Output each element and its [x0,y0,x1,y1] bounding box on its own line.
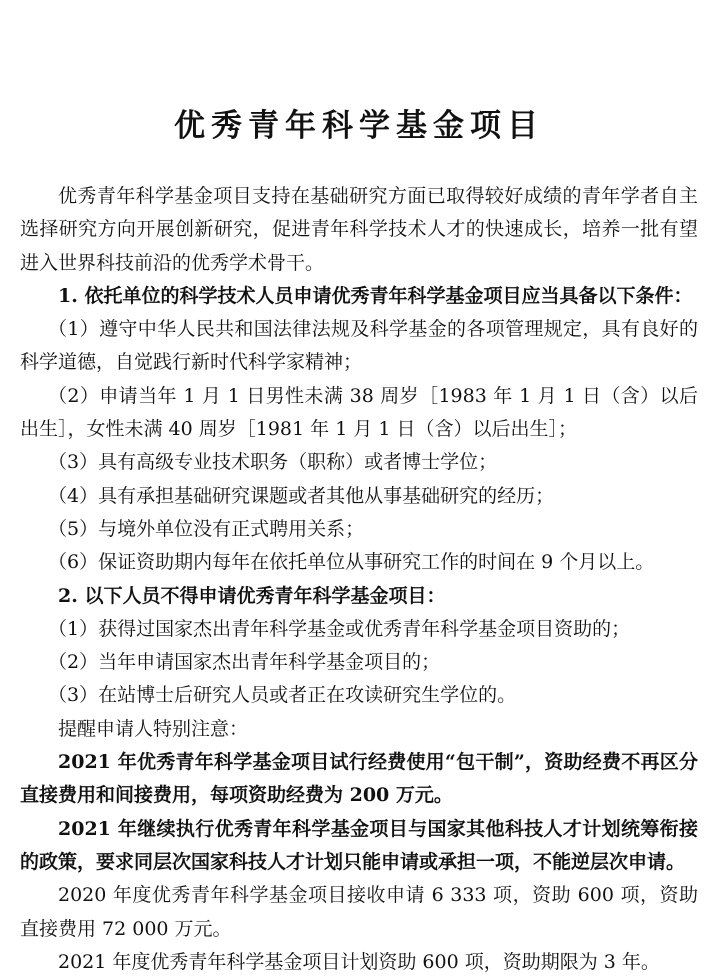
notice-label: 提醒申请人特别注意： [58,717,249,740]
section2-item-2: （2）当年申请国家杰出青年科学基金项目的； [48,651,441,674]
notice-coordination-policy: 2021 年继续执行优秀青年科学基金项目与国家其他科技人才计划统筹衔接的政策，要求同层次国家科技人才计划只能申请或承担一项，不能逆层次申请。 [20,817,698,873]
section1-heading: 1. 依托单位的科学技术人员申请优秀青年科学基金项目应当具备以下条件： [58,284,693,307]
section2-heading: 2. 以下人员不得申请优秀青年科学基金项目： [58,584,446,607]
page-title: 优秀青年科学基金项目 [174,108,544,144]
section1-item-2: （2）申请当年 1 月 1 日男性未满 38 周岁［1983 年 1 月 1 日（含）以后出生］，女性未满 40 周岁［1981 年 1 月 1 日（含）以后出生］； [20,384,698,441]
intro-paragraph: 优秀青年科学基金项目支持在基础研究方面已取得较好成绩的青年学者自主选择研究方向开展创新研究，促进青年科学技术人才的快速成长，培养一批有望进入世界科技前沿的优秀学术骨干。 [20,185,698,274]
notice-funding-policy: 2021 年优秀青年科学基金项目试行经费使用“包干制”，资助经费不再区分直接费用和间接费用，每项资助经费为 200 万元。 [20,751,698,807]
section1-item-3: （3）具有高级专业技术职务（职称）或者博士学位； [48,451,498,474]
section1-item-4: （4）具有承担基础研究课题或者其他从事基础研究的经历； [48,484,555,507]
plan-2021-paragraph: 2021 年度优秀青年科学基金项目计划资助 600 项，资助期限为 3 年。 [58,950,660,973]
document-body [20,180,698,979]
section2-item-3: （3）在站博士后研究人员或者正在攻读研究生学位的。 [48,684,517,707]
section1-item-5: （5）与境外单位没有正式聘用关系； [48,517,365,540]
section1-item-6: （6）保证资助期内每年在依托单位从事研究工作的时间在 9 个月以上。 [48,551,655,574]
stat-2020-paragraph: 2020 年度优秀青年科学基金项目接收申请 6 333 项，资助 600 项，资助直接费用 72 000 万元。 [20,884,698,940]
section1-item-1: （1）遵守中华人民共和国法律法规及科学基金的各项管理规定，具有良好的科学道德，自觉践行新时代科学家精神； [20,318,698,374]
section2-item-1: （1）获得过国家杰出青年科学基金或优秀青年科学基金项目资助的； [48,617,631,640]
